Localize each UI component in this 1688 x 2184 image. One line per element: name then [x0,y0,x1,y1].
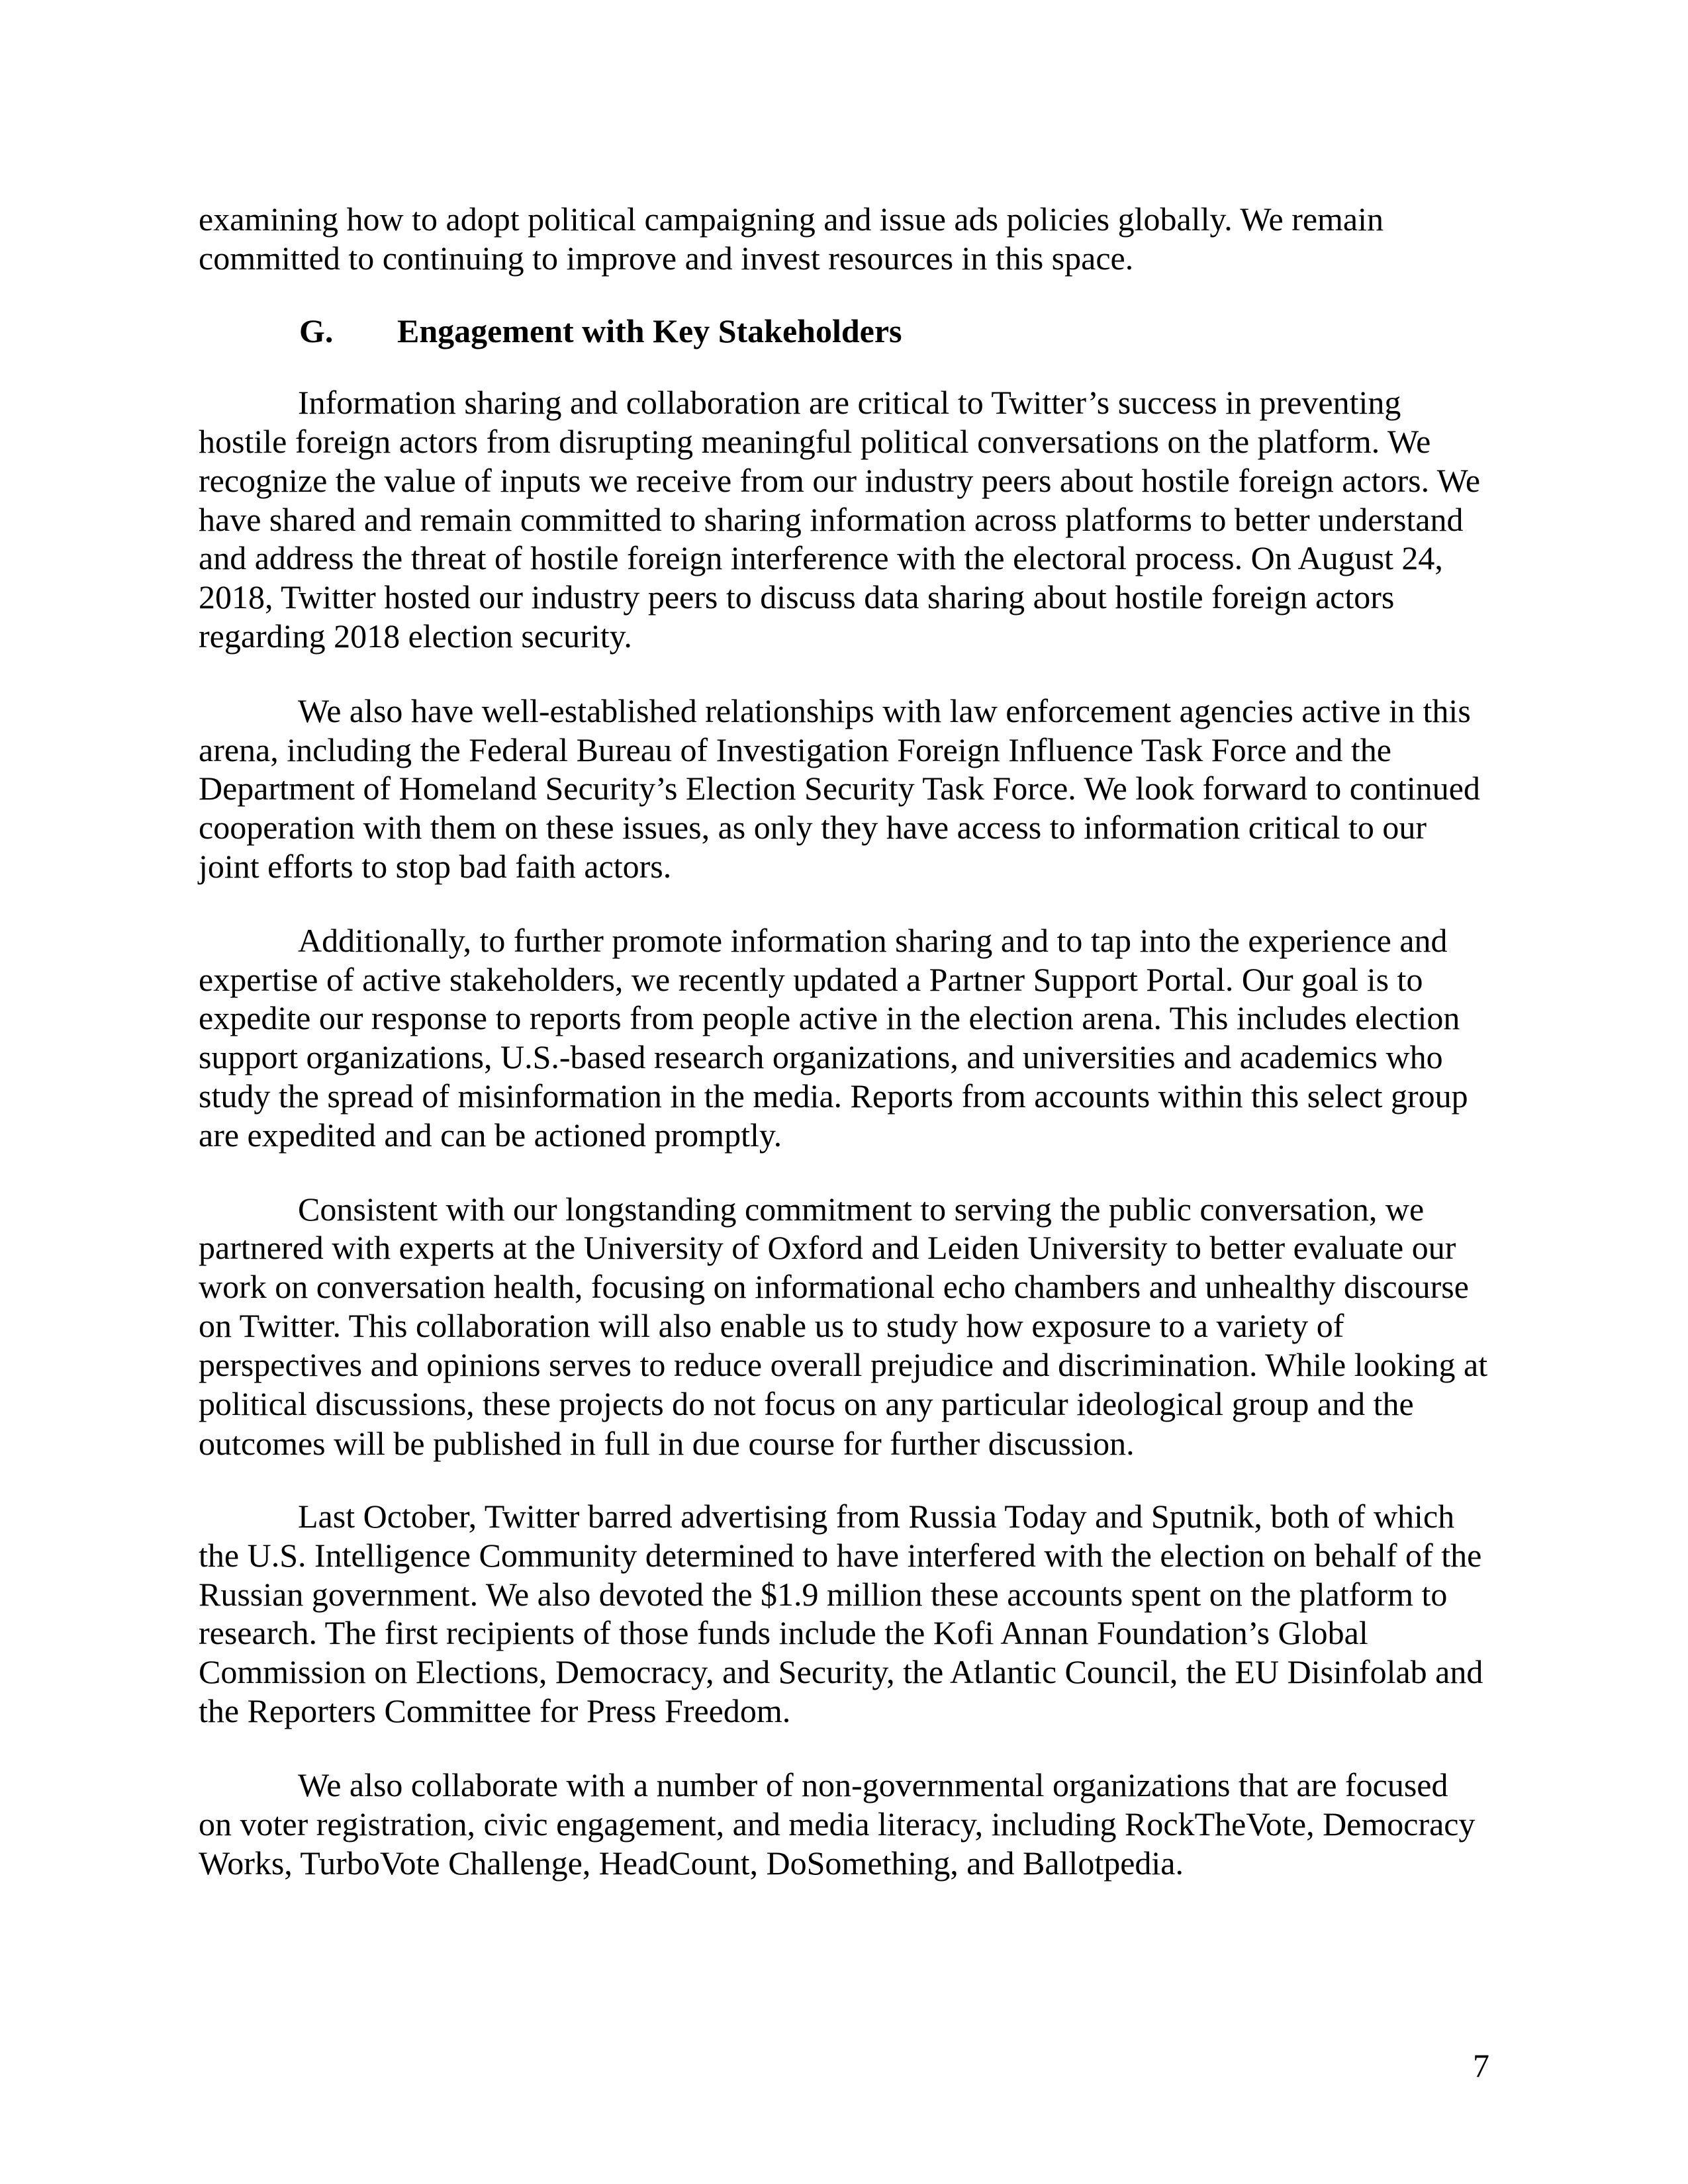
paragraph-line: partnered with experts at the University of Oxford and Leiden University to better evaluate our [199,1229,1456,1266]
paragraph-line: the Reporters Committee for Press Freedom. [199,1692,791,1729]
paragraph-line: cooperation with them on these issues, as only they have access to information critical to our [199,809,1427,846]
paragraph-line: joint efforts to stop bad faith actors. [199,848,672,885]
paragraph-line: arena, including the Federal Bureau of Investigation Foreign Influence Task Force and the [199,731,1391,768]
paragraph-line: Additionally, to further promote information sharing and to tap into the experience and [298,922,1448,959]
paragraph-line: We also collaborate with a number of non-governmental organizations that are focused [298,1766,1448,1803]
paragraph-line: Russian government. We also devoted the $1.9 million these accounts spent on the platform to [199,1576,1448,1613]
paragraph-line: examining how to adopt political campaigning and issue ads policies globally. We remain [199,201,1384,238]
page-number: 7 [1473,2047,1489,2084]
paragraph-line: 2018, Twitter hosted our industry peers to discuss data sharing about hostile foreign actors [199,578,1395,615]
paragraph-line: recognize the value of inputs we receive from our industry peers about hostile foreign actors. We [199,462,1481,499]
section-title: Engagement with Key Stakeholders [397,312,902,349]
paragraph-line: political discussions, these projects do not focus on any particular ideological group and the [199,1385,1414,1422]
paragraph-line: have shared and remain committed to sharing information across platforms to better understand [199,501,1464,538]
paragraph-line: expertise of active stakeholders, we recently updated a Partner Support Portal. Our goal is to [199,961,1423,998]
paragraph-line: committed to continuing to improve and invest resources in this space. [199,240,1134,277]
paragraph-line: expedite our response to reports from people active in the election arena. This includes election [199,999,1460,1036]
paragraph-line: perspectives and opinions serves to reduce overall prejudice and discrimination. While looking at [199,1346,1488,1383]
paragraph-line: Information sharing and collaboration are critical to Twitter’s success in preventing [298,384,1401,421]
paragraph-line: outcomes will be published in full in due course for further discussion. [199,1425,1135,1462]
paragraph-line: the U.S. Intelligence Community determined to have interfered with the election on behalf of the [199,1537,1482,1574]
section-number: G. [299,312,334,349]
paragraph-line: Department of Homeland Security’s Election Security Task Force. We look forward to continued [199,770,1480,807]
paragraph-line: Consistent with our longstanding commitment to serving the public conversation, we [298,1191,1425,1228]
paragraph-line: research. The first recipients of those funds include the Kofi Annan Foundation’s Global [199,1614,1368,1651]
paragraph-line: and address the threat of hostile foreign interference with the electoral process. On August 24, [199,539,1443,576]
paragraph-line: support organizations, U.S.-based research organizations, and universities and academics who [199,1038,1443,1075]
paragraph-line: We also have well-established relationships with law enforcement agencies active in this [298,692,1471,729]
paragraph-line: on Twitter. This collaboration will also enable us to study how exposure to a variety of [199,1307,1344,1344]
paragraph-line: work on conversation health, focusing on informational echo chambers and unhealthy discourse [199,1268,1469,1305]
paragraph-line: Commission on Elections, Democracy, and Security, the Atlantic Council, the EU Disinfolab and [199,1653,1483,1690]
paragraph-line: on voter registration, civic engagement, and media literacy, including RockTheVote, Democracy [199,1805,1476,1843]
paragraph-line: Works, TurboVote Challenge, HeadCount, DoSomething, and Ballotpedia. [199,1844,1184,1882]
paragraph-line: study the spread of misinformation in the media. Reports from accounts within this select group [199,1077,1468,1115]
paragraph-line: are expedited and can be actioned promptly. [199,1116,782,1154]
paragraph-line: Last October, Twitter barred advertising from Russia Today and Sputnik, both of which [298,1498,1455,1535]
paragraph-line: hostile foreign actors from disrupting meaningful political conversations on the platform. We [199,423,1431,460]
paragraph-line: regarding 2018 election security. [199,617,632,655]
